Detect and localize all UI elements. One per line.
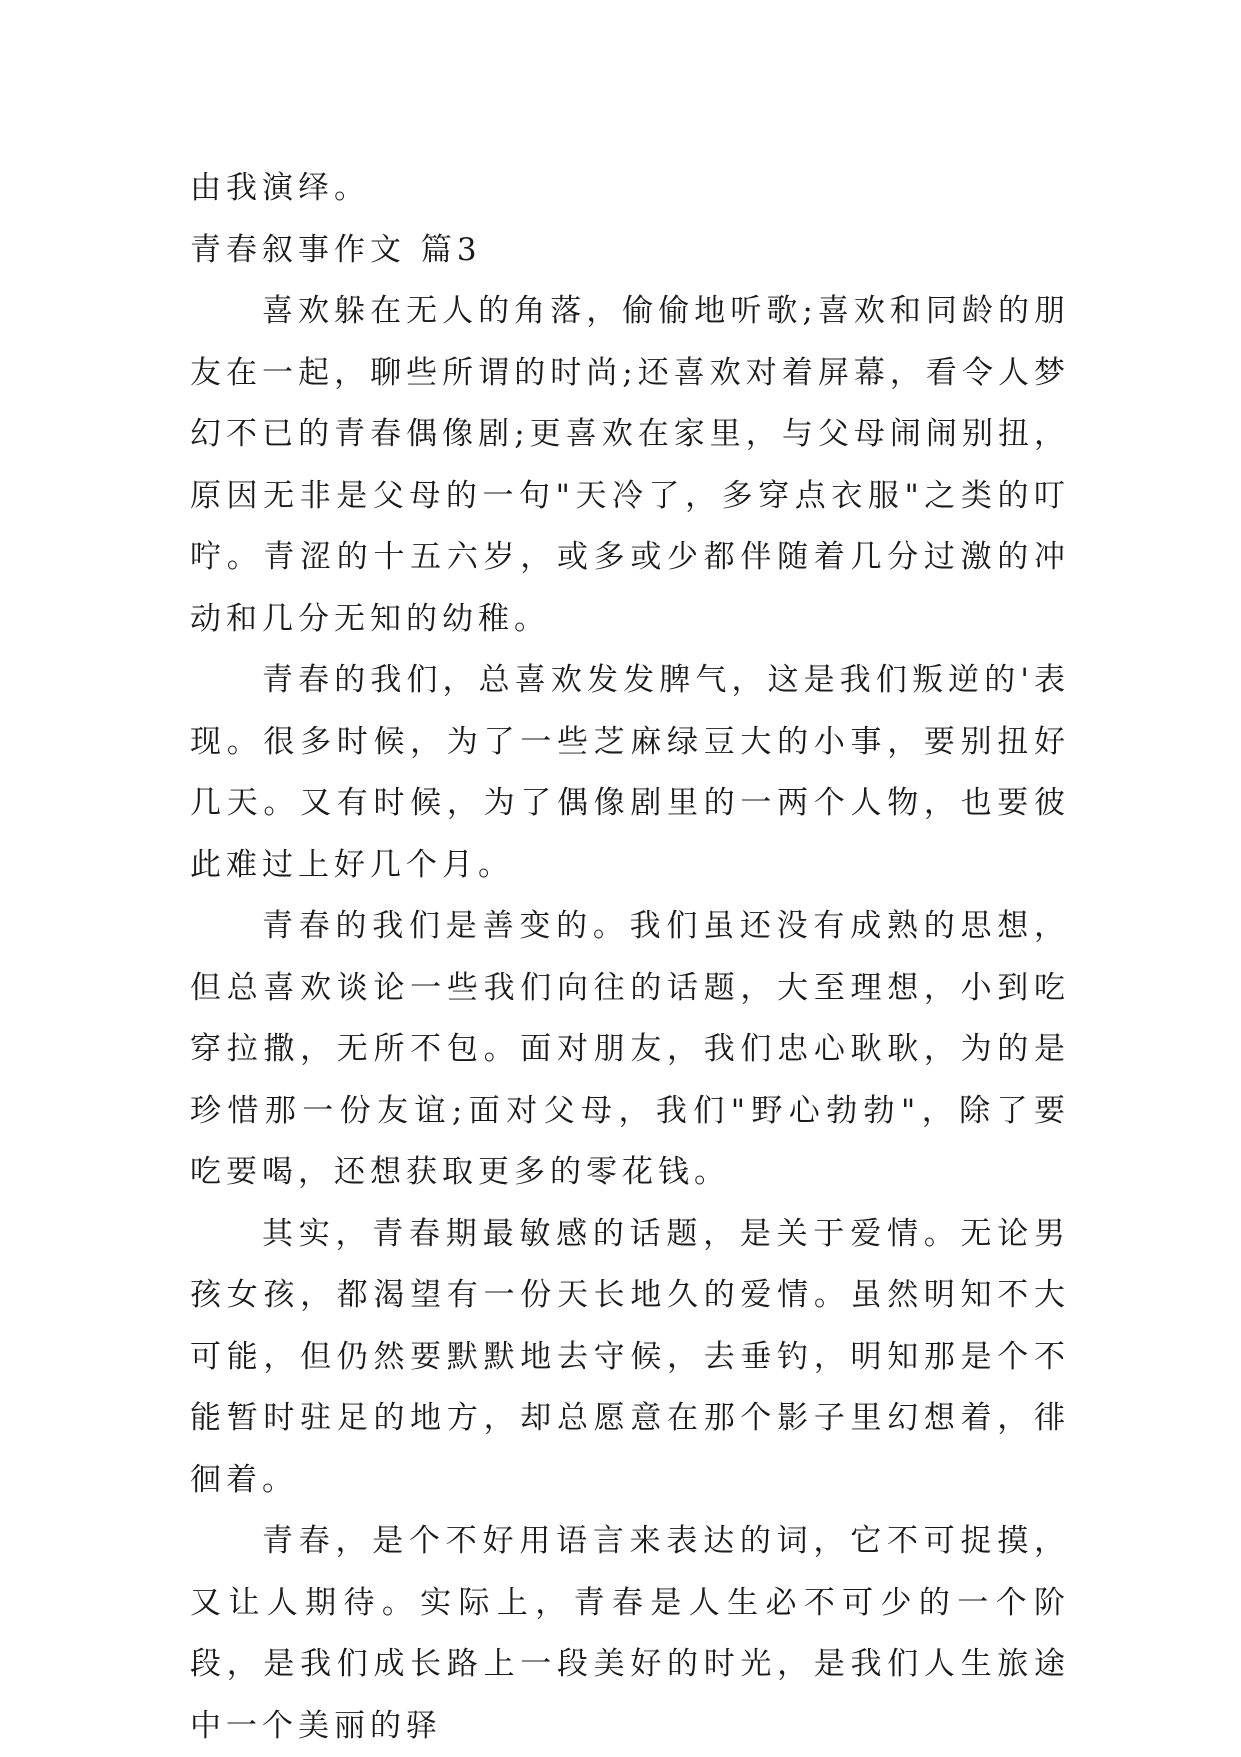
paragraph-3: 青春的我们是善变的。我们虽还没有成熟的思想，但总喜欢谈论一些我们向往的话题，大至理想，小到吃穿拉撒，无所不包。面对朋友，我们忠心耿耿，为的是珍惜那一份友谊;面对父母，我们"野心勃勃"，除了要吃要喝，还想获取更多的零花钱。 <box>190 908 1070 1190</box>
paragraph-1: 喜欢躲在无人的角落，偷偷地听歌;喜欢和同龄的朋友在一起，聊些所谓的时尚;还喜欢对着屏幕，看令人梦幻不已的青春偶像剧;更喜欢在家里，与父母闹闹别扭，原因无非是父母的一句"天冷了，多穿点衣服"之类的叮咛。青涩的十五六岁，或多或少都伴随着几分过激的冲动和几分无知的幼稚。 <box>190 293 1070 637</box>
paragraph-5: 青春，是个不好用语言来表达的词，它不可捉摸，又让人期待。实际上，青春是人生必不可少的一个阶段，是我们成长路上一段美好的时光，是我们人生旅途中一个美丽的驿 <box>190 1523 1070 1744</box>
essay-title: 青春叙事作文 篇3 <box>190 231 482 268</box>
paragraph-2: 青春的我们，总喜欢发发脾气，这是我们叛逆的'表现。很多时候，为了一些芝麻绿豆大的小事，要别扭好几天。又有时候，为了偶像剧里的一两个人物，也要彼此难过上好几个月。 <box>190 662 1070 883</box>
paragraph-4: 其实，青春期最敏感的话题，是关于爱情。无论男孩女孩，都渴望有一份天长地久的爱情。虽然明知不大可能，但仍然要默默地去守候，去垂钓，明知那是个不能暂时驻足的地方，却总愿意在那个影子里幻想着，徘徊着。 <box>190 1215 1070 1498</box>
document-body <box>190 158 1070 1757</box>
continuation-line: 由我演绎。 <box>190 170 370 206</box>
